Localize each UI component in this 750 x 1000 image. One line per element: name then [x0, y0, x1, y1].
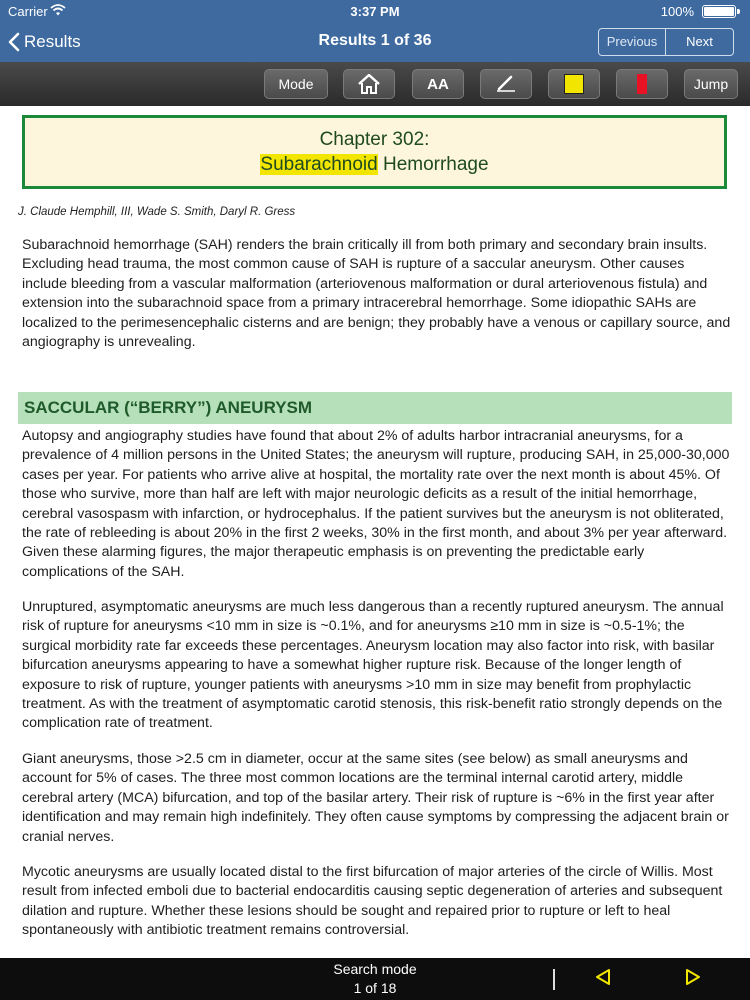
triangle-right-icon: [684, 968, 702, 986]
search-mode-label: Search mode: [333, 961, 417, 977]
paragraph: Unruptured, asymptomatic aneurysms are much less dangerous than a recently ruptured aneurysm. The annual risk of rupture for aneurysms <10 mm in size is ~0.1%, and for aneurysms ≥10 mm in size is ~0.5-1%; the surgical morbidity rate far exceeds these percentages. Aneurysm location may also factor into risk, with basilar bifurcation aneurysms appearing to have a somewhat higher rupture risk. Because of the longer length of exposure to risk of rupture, younger patients with aneurysms >10 mm in size may benefit from prophylactic treatment. As with the treatment of asymptomatic carotid stenosis, this risk-benefit ratio strongly depends on the complication rate of treatment.: [22, 599, 724, 732]
font-size-button[interactable]: AA: [412, 69, 464, 99]
pencil-icon: [495, 75, 517, 93]
page-title: Results 1 of 36: [318, 32, 432, 49]
triangle-left-icon: [594, 968, 612, 986]
search-match-count: 1 of 18: [353, 980, 397, 996]
chapter-title-rest: Hemorrhage: [377, 154, 489, 175]
home-icon: [358, 74, 380, 94]
highlight-yellow-button[interactable]: [548, 69, 600, 99]
chapter-header: [22, 115, 727, 189]
search-mode-bar: [0, 958, 750, 1000]
jump-button[interactable]: Jump: [684, 69, 738, 99]
reader-toolbar: [0, 62, 750, 106]
red-swatch-icon: [637, 74, 647, 94]
status-bar: [0, 0, 750, 22]
authors: J. Claude Hemphill, III, Wade S. Smith, Daryl R. Gress: [18, 206, 296, 218]
result-navigation: [598, 28, 734, 56]
clock: 3:37 PM: [350, 4, 400, 19]
highlight-red-button[interactable]: [616, 69, 668, 99]
carrier-label: Carrier: [8, 4, 48, 19]
nav-bar: [0, 22, 750, 62]
previous-button[interactable]: Previous: [599, 29, 666, 55]
battery-percent: 100%: [660, 4, 694, 19]
paragraph: Mycotic aneurysms are usually located distal to the first bifurcation of major arteries of the circle of Willis. Most result from infected emboli due to bacterial endocarditis causing septic degeneration of arteries and subsequent dilation and rupture. Whether these lesions should be sought and repaired prior to rupture or left to heal spontaneously with antibiotic treatment remains controversial.: [22, 864, 723, 939]
previous-match-button[interactable]: [594, 968, 612, 991]
battery-icon: [702, 5, 736, 18]
divider: [553, 969, 555, 990]
chapter-title: [25, 154, 724, 176]
section-heading: SACCULAR (“BERRY”) ANEURYSM: [18, 392, 732, 424]
chapter-number: Chapter 302:: [319, 129, 430, 150]
back-button-label: Results: [24, 32, 81, 51]
article-content[interactable]: [0, 106, 750, 958]
next-match-button[interactable]: [684, 968, 702, 991]
home-button[interactable]: [343, 69, 395, 99]
yellow-swatch-icon: [564, 74, 584, 94]
annotate-button[interactable]: [480, 69, 532, 99]
paragraph: Autopsy and angiography studies have found that about 2% of adults harbor intracranial aneurysms, for a prevalence of 4 million persons in the United States; the aneurysm will rupture, producing SAH, in 25,000-30,000 cases per year. For patients who arrive alive at hospital, the mortality rate over the next month is about 45%. Of those who survive, more than half are left with major neurologic deficits as a result of the initial hemorrhage, cerebral vasospasm with infarction, or hydrocephalus. If the patient survives but the aneurysm is not obliterated, the rate of rebleeding is about 20% in the first 2 weeks, 30% in the first month, and about 3% per year afterward. Given these alarming figures, the major therapeutic emphasis is on preventing the predictable early complications of the SAH.: [22, 428, 730, 580]
intro-paragraph: Subarachnoid hemorrhage (SAH) renders the brain critically ill from both primary and secondary brain insults. Excluding head trauma, the most common cause of SAH is rupture of a saccular aneurysm. Other causes include bleeding from a vascular malformation (arteriovenous malformation or dural arteriovenous fistula) and extension into the subarachnoid space from a primary intracerebral hemorrhage. Some idiopathic SAHs are localized to the perimesencephalic cisterns and are benign; they probably have a venous or capillary source, and angiography is unrevealing.: [22, 237, 731, 351]
mode-button[interactable]: Mode: [264, 69, 328, 99]
paragraph: Giant aneurysms, those >2.5 cm in diameter, occur at the same sites (see below) as small aneurysms and account for 5% of cases. The three most common locations are the terminal internal carotid artery, middle cerebral artery (MCA) bifurcation, and top of the basilar artery. Their risk of rupture is ~6% in the first year after identification and may remain high indefinitely. They often cause symptoms by compressing the adjacent brain or cranial nerves.: [22, 751, 729, 845]
next-button[interactable]: Next: [686, 34, 713, 49]
search-highlight: Subarachnoid: [260, 154, 378, 175]
